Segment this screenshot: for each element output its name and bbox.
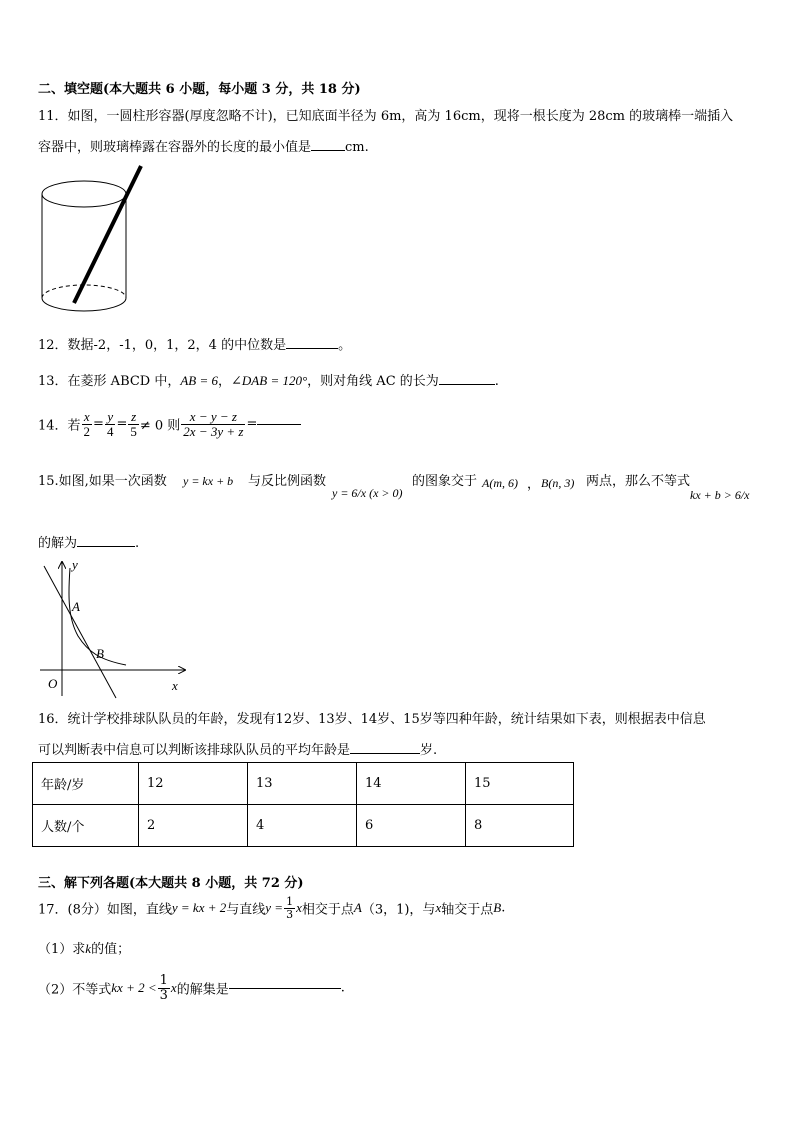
y-axis-label: y [72, 557, 78, 572]
math-expr: ∠DAB = 120° [231, 373, 308, 388]
table-row [33, 763, 574, 805]
table-cell: 8 [466, 805, 574, 847]
question-17-part1 [38, 938, 130, 957]
table-cell: 4 [248, 805, 357, 847]
answer-blank [229, 988, 341, 989]
question-11-unit: cm. [345, 140, 369, 155]
question-15-answer-prompt: 的解为 [38, 536, 78, 551]
table-cell: 12 [139, 763, 248, 805]
answer-blank [286, 348, 338, 349]
math-var: x [296, 900, 302, 916]
answer-blank [311, 150, 345, 151]
math-expr: y = [265, 900, 284, 916]
question-17-text: （3，1)，与 [361, 902, 436, 918]
question-17-part2 [38, 974, 345, 1002]
linear-function: y = kx + b [183, 474, 234, 488]
question-16-line1: 16．统计学校排球队队员的年龄，发现有12岁、13岁、14岁、15岁等四种年龄，统计结果如下表，则根据表中信息 [38, 712, 706, 727]
table-cell: 13 [248, 763, 357, 805]
table-row [33, 805, 574, 847]
fraction: $\frac{y}{4}$ [106, 409, 114, 439]
cylinder-top [42, 181, 126, 207]
separator: ， [527, 477, 541, 492]
question-13 [38, 370, 499, 389]
question-15-end: . [135, 536, 140, 551]
question-11-line1: 11．如图，一圆柱形容器(厚度忽略不计)，已知底面半径为 6m，高为 16cm，现将一根长度为 28cm 的玻璃棒一端插入 [38, 109, 734, 124]
question-14-neq: ≠ 0 则 [139, 418, 181, 434]
point-b: B(n, 3) [541, 476, 575, 490]
table-cell: 6 [357, 805, 466, 847]
fraction: $\frac{1}{3}$ [286, 895, 294, 921]
equals-sign: = [246, 416, 258, 432]
question-17-text: 的解集是 [176, 982, 229, 998]
question-17-text: 轴交于点 [441, 902, 494, 918]
question-14: 14．若 $\frac{x}{2}$ = $\frac{y}{4}$ = $\frac{z}{5}$ ≠ 0 则 $\frac{x - y - z}{2x - 3y + z}$ = [38, 410, 301, 438]
x-axis-label: x [172, 678, 178, 693]
math-var: x [170, 980, 177, 996]
question-15-part3: 的图象交于 [412, 474, 478, 489]
question-17-text: 17．(8分）如图，直线 [38, 902, 172, 918]
question-16-text: 可以判断表中信息可以判断该排球队队员的平均年龄是 [38, 743, 351, 758]
table-cell: 年龄/岁 [33, 763, 139, 805]
question-13-end: . [494, 374, 499, 389]
function-graph [38, 556, 188, 698]
point-a: A(m, 6) [482, 476, 518, 490]
point-b-label: B [96, 646, 104, 661]
glass-rod [74, 166, 141, 303]
question-15-part2: 与反比例函数 [248, 474, 327, 489]
question-16-end: 岁. [420, 743, 438, 758]
question-15-part1: 15.如图,如果一次函数 [38, 474, 167, 489]
table-cell: 人数/个 [33, 805, 139, 847]
question-11-line2 [38, 136, 369, 155]
answer-blank [350, 753, 420, 754]
question-17-end: . [501, 900, 506, 916]
question-17-end: . [340, 980, 345, 996]
question-13-suffix: ，则对角线 AC 的长为 [307, 374, 439, 389]
answer-blank [257, 424, 301, 425]
table-cell: 2 [139, 805, 248, 847]
question-17-line1 [38, 896, 505, 920]
question-14-text: 14．若 [38, 418, 81, 434]
math-expr: kx + 2 < [111, 980, 157, 996]
math-expr: AB = 6 [180, 373, 219, 388]
fraction: $\frac{x}{2}$ [83, 409, 91, 439]
question-12 [38, 334, 351, 353]
math-var: x [435, 900, 442, 916]
section-heading: 二、填空题(本大题共 6 小题，每小题 3 分，共 18 分) [38, 82, 361, 97]
question-17-text: 相交于点 [301, 902, 354, 918]
answer-blank [77, 546, 135, 547]
age-table [32, 762, 574, 847]
cylinder-bottom-front [42, 298, 126, 311]
table-cell: 15 [466, 763, 574, 805]
question-17-text: 的值； [91, 942, 131, 957]
question-17-text: （1）求 [38, 942, 86, 957]
fraction: $\frac{1}{3}$ [159, 973, 168, 1003]
question-15-line2 [38, 532, 139, 551]
table-cell: 14 [357, 763, 466, 805]
math-var: k [85, 941, 92, 956]
fraction: $\frac{z}{5}$ [130, 409, 137, 439]
inequality-expr: kx + b > 6/x [690, 488, 750, 502]
math-var: A [353, 900, 362, 916]
separator: ， [218, 374, 232, 389]
math-expr: y = kx + 2 [171, 900, 227, 916]
inverse-function: y = 6/x (x > 0) [332, 486, 403, 500]
math-var: B [493, 900, 502, 916]
point-a-label: A [72, 599, 80, 614]
question-13-text: 13．在菱形 ABCD 中， [38, 374, 181, 389]
origin-label: O [48, 676, 58, 691]
question-11-text: 容器中，则玻璃棒露在容器外的长度的最小值是 [38, 140, 312, 155]
question-17-text: 与直线 [226, 902, 266, 918]
question-12-end: 。 [338, 338, 352, 353]
question-17-text: （2）不等式 [38, 982, 112, 998]
answer-blank [439, 384, 495, 385]
cylinder-figure [38, 160, 138, 310]
question-16-line2 [38, 739, 437, 758]
fraction: $\frac{x - y - z}{2x - 3y + z}$ [183, 409, 244, 439]
question-15-part4: 两点，那么不等式 [586, 474, 691, 489]
section-heading: 三、解下列各题(本大题共 8 小题，共 72 分) [38, 876, 304, 891]
question-12-text: 12．数据-2，-1，0，1，2，4 的中位数是 [38, 338, 287, 353]
